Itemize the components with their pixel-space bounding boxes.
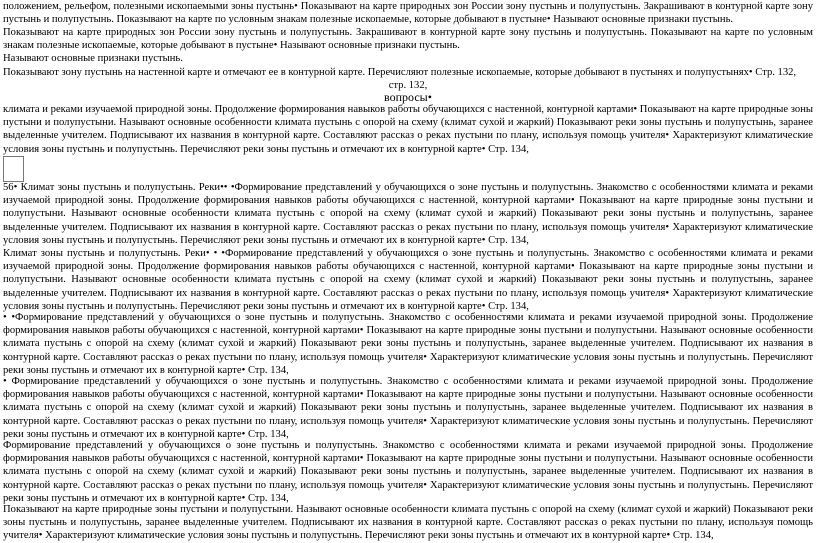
text-paragraph-5: • Формирование представлений у обучающихся о зоне пустынь и полупустынь. Знакомство с особенностями климата и реками изучаемой природной зоны. Продолжение формирования навыков работы обучающихся с настенной, контурной картами• Показывают на карте природные зоны пустыни и полупустыни. Называют основные особенности климата пустынь с опорой на схему (климат сухой и жаркий) Показывают реки зоны пустынь и полупустынь, заранее выделенные учителем. Подписывают их названия в контурной карте. Составляют рассказ о реках пустыни по плану, используя помощь учителя• Характеризуют климатические условия зоны пустынь и полупустынь. Перечисляют реки зоны пустынь и отмечают их в контурной карте• Стр. 134, (3, 376, 813, 440)
text-paragraph-3: Климат зоны пустынь и полупустынь. Реки• • •Формирование представлений у обучающихся о зоне пустынь и полупустынь. Знакомство с особенностями климата и реками изучаемой природной зоны. Продолжение формирования навыков работы обучающихся с настенной, контурной картами• Показывают на карте природные зоны пустыни и полупустыни. Называют основные особенности климата пустынь с опорой на схему (климат сухой и жаркий) Показывают реки зоны пустынь и полупустынь, заранее выделенные учителем. Подписывают их названия в контурной карте. Составляют рассказ о реках пустыни по плану, используя помощь учителя• Характеризуют климатические условия зоны пустынь и полупустынь. Перечисляют реки зоны пустынь и отмечают их в контурной карте• Стр. 134, (3, 248, 813, 312)
text-paragraph-1: климата и реками изучаемой природной зоны. Продолжение формирования навыков работы обучающихся с настенной, контурной картами• Показывают на карте природные зоны пустыни и полупустыни. Называют основные особенности климата пустынь с опорой на схему (климат сухой и жаркий) Показывают реки зоны пустынь и полупустынь, заранее выделенные учителем. Подписывают их названия в контурной карте. Составляют рассказ о реках пустыни по плану, используя помощь учителя• Характеризуют климатические условия зоны пустынь и полупустынь. Перечисляют реки зоны пустынь и отмечают их в контурной карте• Стр. 134, (3, 104, 813, 155)
text-line-5: стр. 132, (388, 80, 428, 91)
text-block-1: положением, рельефом, полезными ископаемыми зоны пустынь• Показывают на карте природных зон России зону пустынь и полупустынь. Закрашивают в контурной карте зону пустынь и полупустынь. Показывают на карте по условным знакам полезные ископаемые, которые добывают в пустыне• Называют основные признаки пустынь. (3, 1, 813, 26)
text-line-4: Показывают зону пустынь на настенной карте и отмечают ее в контурной карте. Перечисляют полезные ископаемые, которые добывают в пустынях и полупустынях• Стр. 132, (3, 67, 797, 78)
text-line-3: Называют основные признаки пустынь. (3, 53, 183, 64)
text-paragraph-2: 56• Климат зоны пустынь и полупустынь. Реки•• •Формирование представлений у обучающихся о зоне пустынь и полупустынь. Знакомство с особенностями климата и реками изучаемой природной зоны. Продолжение формирования навыков работы обучающихся с настенной, контурной картами• Показывают на карте природные зоны пустыни и полупустыни. Называют основные особенности климата пустынь с опорой на схему (климат сухой и жаркий) Показывают реки зоны пустынь и полупустынь, заранее выделенные учителем. Подписывают их названия в контурной карте. Составляют рассказ о реках пустыни по плану, используя помощь учителя• Характеризуют климатические условия зоны пустынь и полупустынь. Перечисляют реки зоны пустынь и отмечают их в контурной карте• Стр. 134, (3, 182, 813, 246)
text-paragraph-7: Показывают на карте природные зоны пустыни и полупустыни. Называют основные особенности климата пустынь с опорой на схему (климат сухой и жаркий) Показывают реки зоны пустынь и полупустынь, заранее выделенные учителем. Подписывают их названия в контурной карте. Составляют рассказ о реках пустыни по плану, используя помощь учителя• Характеризуют климатические условия зоны пустынь и полупустынь. Перечисляют реки зоны пустынь и отмечают их в контурной карте• Стр. 134, (3, 504, 813, 542)
text-paragraph-6: Формирование представлений у обучающихся о зоне пустынь и полупустынь. Знакомство с особенностями климата и реками изучаемой природной зоны. Продолжение формирования навыков работы обучающихся с настенной, контурной картами• Показывают на карте природные зоны пустыни и полупустыни. Называют основные особенности климата пустынь с опорой на схему (климат сухой и жаркий) Показывают реки зоны пустынь и полупустынь, заранее выделенные учителем. Подписывают их названия в контурной карте. Составляют рассказ о реках пустыни по плану, используя помощь учителя• Характеризуют климатические условия зоны пустынь и полупустынь. Перечисляют реки зоны пустынь и отмечают их в контурной карте• Стр. 134, (3, 440, 813, 504)
text-paragraph-4: • •Формирование представлений у обучающихся о зоне пустынь и полупустынь. Знакомство с особенностями климата и реками изучаемой природной зоны. Продолжение формирования навыков работы обучающихся с настенной, контурной картами• Показывают на карте природные зоны пустыни и полупустыни. Называют основные особенности климата пустынь с опорой на схему (климат сухой и жаркий) Показывают реки зоны пустынь и полупустынь, заранее выделенные учителем. Подписывают их названия в контурной карте. Составляют рассказ о реках пустыни по плану, используя помощь учителя• Характеризуют климатические условия зоны пустынь и полупустынь. Перечисляют реки зоны пустынь и отмечают их в контурной карте• Стр. 134, (3, 312, 813, 376)
questions-heading: вопросы• (384, 90, 432, 104)
text-block-2: Показывают на карте природных зон России зону пустынь и полупустынь. Закрашивают в контурной карте зону пустынь и полупустынь. Показывают на карте по условным знакам полезные ископаемые, которые добывают в пустыне• Называют основные признаки пустынь. (3, 27, 813, 52)
empty-box (3, 156, 24, 182)
